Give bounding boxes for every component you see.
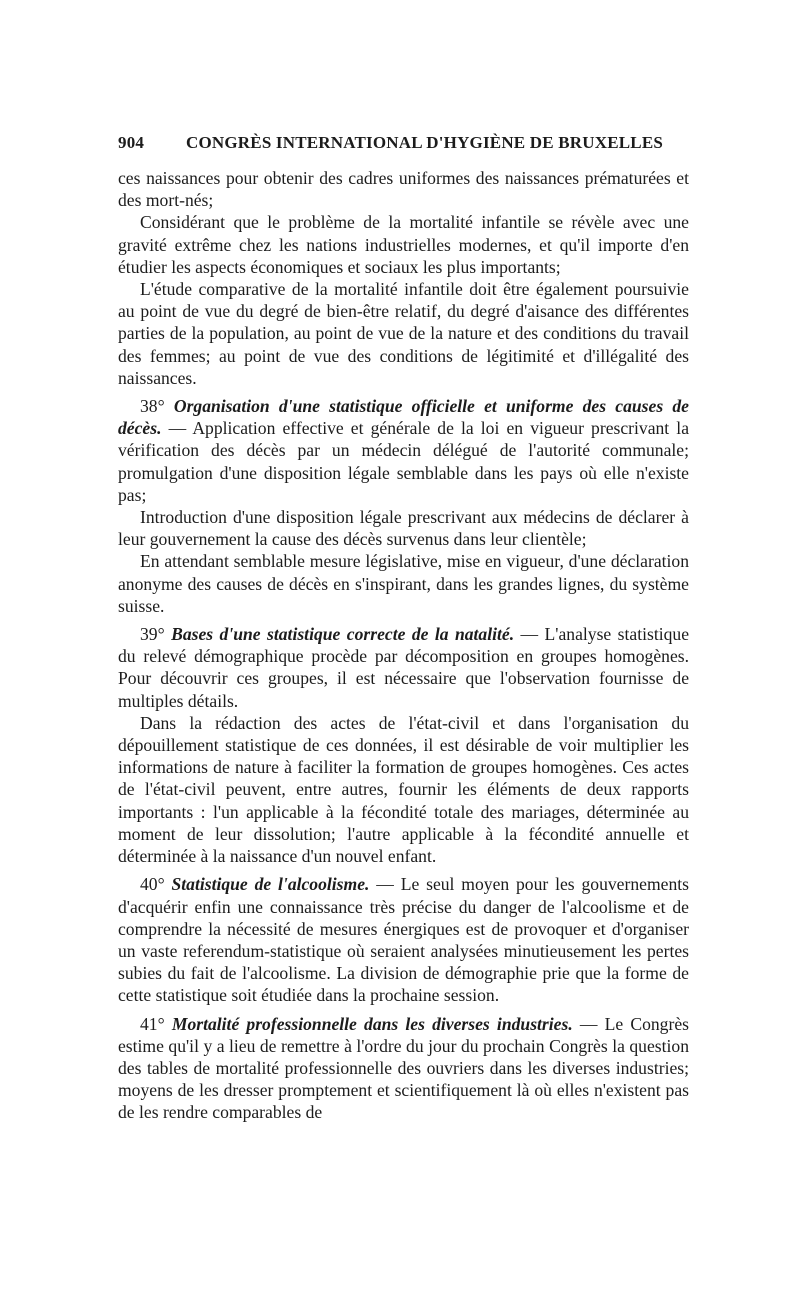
- paragraph: Considérant que le problème de la mortalité infantile se révèle avec une gravité extrême chez les nations industrielles modernes, et qu'il importe d'en étudier les aspects économiques et sociaux les plus importants;: [118, 212, 689, 277]
- section-39: [118, 623, 689, 712]
- section-title: Mortalité professionnelle dans les diverses industries.: [171, 1013, 573, 1034]
- paragraph: Introduction d'une disposition légale prescrivant aux médecins de déclarer à leur gouvernement la cause des décès survenus dans leur clientèle;: [118, 507, 689, 550]
- section-number: 39°: [140, 624, 165, 645]
- page-number: 904: [118, 133, 145, 152]
- paragraph: En attendant semblable mesure législative, mise en vigueur, d'une déclaration anonyme des causes de décès en s'inspirant, dans les grandes lignes, du système suisse.: [118, 551, 689, 616]
- section-text: — Le seul moyen pour les gouvernements d'acquérir enfin une connaissance très précise du danger de l'alcoolisme et de comprendre la nécessité de mesures énergiques est de provoquer et d'organiser un vaste referendum-statistique où seraient analysées minutieusement les pertes subies du fait de l'alcoolisme. La division de démographie prie que la forme de cette statistique soit étudiée dans la prochaine session.: [118, 874, 689, 1006]
- section-number: 40°: [140, 874, 165, 895]
- body-text: [118, 167, 689, 1124]
- section-text: — Application effective et générale de la loi en vigueur prescrivant la vérification des décès par un médecin délégué de l'autorité communale; promulgation d'une disposition légale semblable dans les pays où elle n'existe pas;: [118, 418, 689, 505]
- paragraph: L'étude comparative de la mortalité infantile doit être également poursuivie au point de vue du degré de bien-être relatif, du degré d'aisance des différentes parties de la population, au point de vue de la nature et des conditions du travail des femmes; au point de vue des conditions de légitimité et d'illégalité des naissances.: [118, 279, 689, 388]
- section-text: — Le Congrès estime qu'il y a lieu de remettre à l'ordre du jour du prochain Congrès la question des tables de mortalité professionnelle des ouvriers dans les diverses industries; moyens de les dresser promptement et scientifiquement là où elles n'existent pas de les rendre comparables de: [118, 1013, 689, 1123]
- running-head: [118, 133, 689, 167]
- document-page: [118, 133, 689, 1124]
- section-title: Organisation d'une statistique officielle et uniforme des causes de décès.: [118, 396, 689, 439]
- section-title: Statistique de l'alcoolisme.: [171, 874, 370, 895]
- paragraph: ces naissances pour obtenir des cadres uniformes des naissances prématurées et des mort-nés;: [118, 168, 689, 211]
- running-title: CONGRÈS INTERNATIONAL D'HYGIÈNE DE BRUXELLES: [186, 133, 664, 152]
- section-text: — L'analyse statistique du relevé démographique procède par décomposition en groupes homogènes. Pour découvrir ces groupes, il est nécessaire que l'observation fournisse de multiples détails.: [118, 624, 690, 711]
- section-41: [118, 1013, 689, 1124]
- section-40: [118, 873, 689, 1006]
- section-38: [118, 395, 689, 506]
- section-number: 41°: [140, 1013, 165, 1034]
- paragraph: Dans la rédaction des actes de l'état-civil et dans l'organisation du dépouillement statistique de ces données, il est désirable de voir multiplier les informations de nature à faciliter la formation de groupes homogènes. Ces actes de l'état-civil peuvent, entre autres, fournir les éléments de deux rapports importants : l'un applicable à la fécondité totale des mariages, déterminée au moment de leur dissolution; l'autre applicable à la fécondité annuelle et déterminée à la naissance d'un nouvel enfant.: [118, 712, 689, 867]
- section-title: Bases d'une statistique correcte de la natalité.: [171, 624, 515, 645]
- section-number: 38°: [140, 396, 165, 417]
